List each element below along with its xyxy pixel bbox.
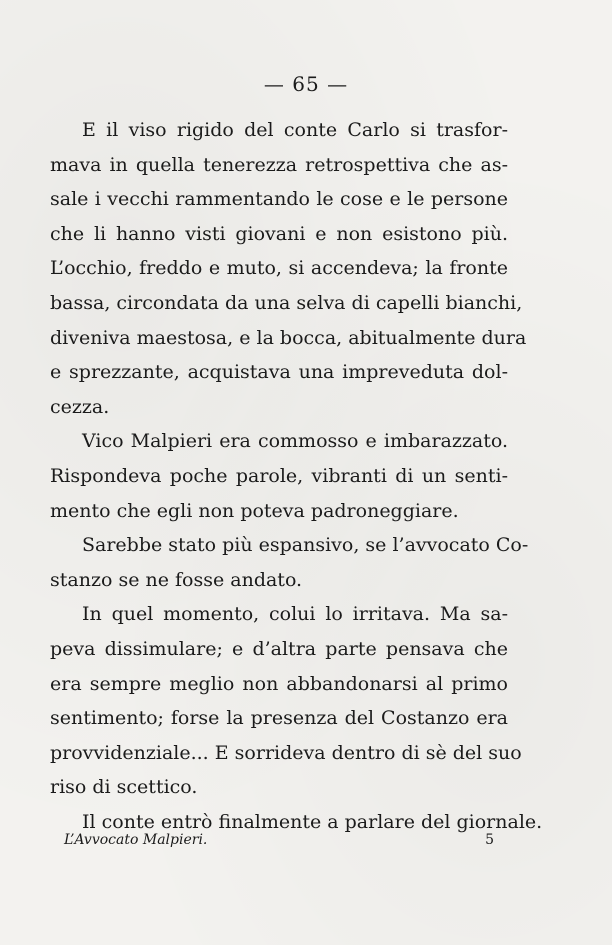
text-line: era sempre meglio non abbandonarsi al primo bbox=[50, 672, 508, 695]
page-number: — 65 — bbox=[263, 72, 349, 96]
page-footer bbox=[64, 832, 494, 848]
text-line: Vico Malpieri era commosso e imbarazzato. bbox=[82, 430, 508, 453]
text-line: e sprezzante, acquistava una impreveduta dol- bbox=[50, 361, 508, 384]
text-line: riso di scettico. bbox=[50, 776, 198, 799]
text-line: cezza. bbox=[50, 395, 110, 418]
text-line: mava in quella tenerezza retrospettiva che as- bbox=[50, 153, 508, 176]
running-title: L’Avvocato Malpieri. bbox=[64, 832, 208, 848]
text-line: sale i vecchi rammentando le cose e le persone bbox=[50, 188, 508, 211]
text-line: L’occhio, freddo e muto, si accendeva; la fronte bbox=[50, 257, 508, 280]
text-line: provvidenziale... E sorrideva dentro di sè del suo bbox=[50, 741, 522, 764]
text-line: bassa, circondata da una selva di capelli bianchi, bbox=[50, 291, 523, 314]
text-line: Il conte entrò finalmente a parlare del giornale. bbox=[82, 810, 543, 833]
text-line: stanzo se ne fosse andato. bbox=[50, 568, 303, 591]
text-line: che li hanno visti giovani e non esistono più. bbox=[50, 222, 508, 245]
text-line: sentimento; forse la presenza del Costanzo era bbox=[50, 707, 508, 730]
signature-mark: 5 bbox=[485, 832, 494, 848]
text-line: peva dissimulare; e d’altra parte pensava che bbox=[50, 637, 508, 660]
text-line: In quel momento, colui lo irritava. Ma sa- bbox=[82, 603, 508, 626]
text-line: Sarebbe stato più espansivo, se l’avvocato Co- bbox=[82, 534, 529, 557]
text-line: mento che egli non poteva padroneggiare. bbox=[50, 499, 459, 522]
text-line: E il viso rigido del conte Carlo si trasfor- bbox=[82, 119, 508, 141]
text-line: Rispondeva poche parole, vibranti di un senti- bbox=[50, 464, 508, 487]
body-text bbox=[50, 113, 543, 839]
text-line: diveniva maestosa, e la bocca, abitualmente dura bbox=[50, 326, 527, 349]
